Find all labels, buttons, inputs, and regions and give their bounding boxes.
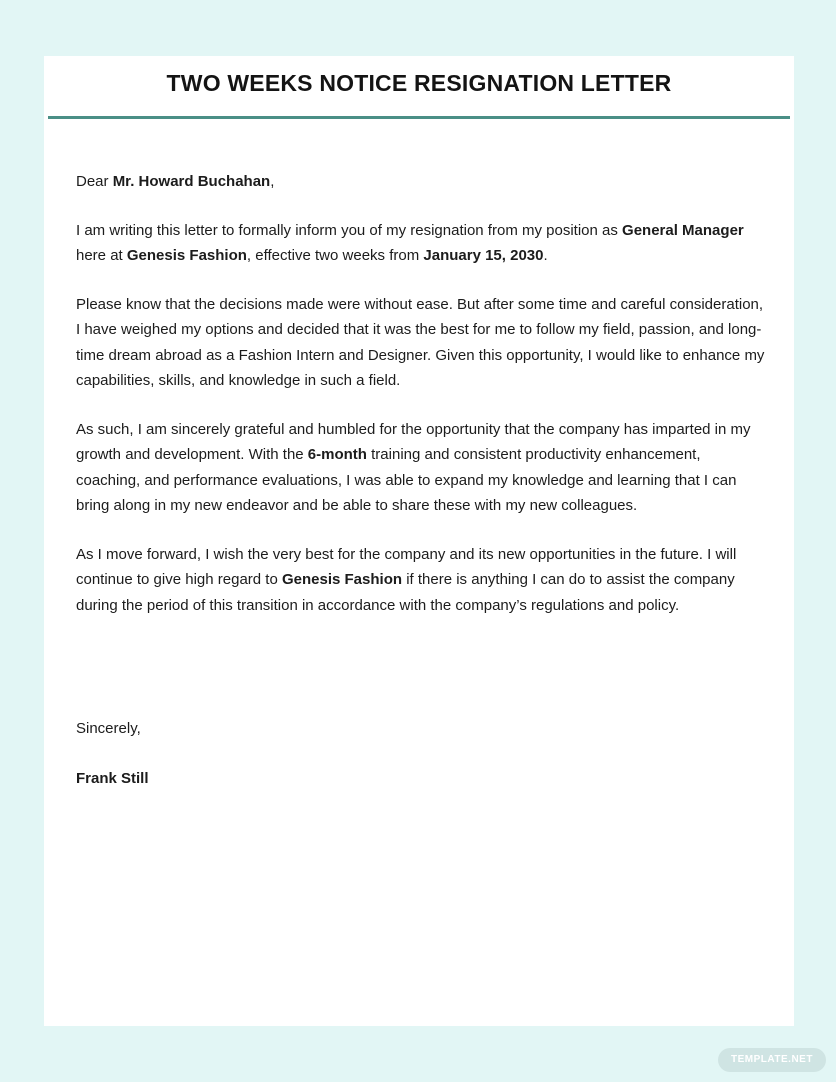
- paragraph-text: , effective two weeks from: [246, 247, 424, 264]
- paragraph-gratitude: [76, 417, 766, 519]
- company-name: Genesis Fashion: [281, 571, 403, 588]
- salutation: [76, 169, 766, 195]
- salutation-suffix: ,: [270, 173, 275, 190]
- watermark-badge: TEMPLATE.NET: [718, 1048, 826, 1072]
- training-duration: 6-month: [307, 446, 367, 463]
- letter-title: TWO WEEKS NOTICE RESIGNATION LETTER: [166, 70, 672, 96]
- paragraph-text: I am writing this letter to formally inform you of my resignation from my position as: [76, 221, 623, 239]
- title-divider: [48, 116, 790, 119]
- paragraph-text: .: [543, 247, 548, 264]
- salutation-prefix: Dear: [76, 173, 113, 190]
- company-name: Genesis Fashion: [126, 247, 247, 264]
- recipient-name: Mr. Howard Buchahan: [112, 173, 271, 190]
- paragraph-text: As I move forward, I wish the very best for the company and its new opportunities in the future. I will continue to give high regard to: [76, 545, 737, 588]
- paragraph-farewell: [76, 542, 766, 619]
- position-name: General Manager: [622, 221, 744, 239]
- closing: Sincerely,: [76, 720, 141, 737]
- paragraph-text: here at: [76, 247, 127, 264]
- effective-date: January 15, 2030: [423, 247, 544, 264]
- paragraph-text: training and consistent productivity enhancement, coaching, and performance evaluations, I was able to expand my knowledge and learning that I can bring along in my new endeavor and be able to share these with my new colleagues.: [76, 446, 737, 514]
- paragraph-decision: Please know that the decisions made were without ease. But after some time and careful consideration, I have weighed my options and decided that it was the best for me to follow my field, passion, and long-time dream abroad as a Fashion Intern and Designer. Given this opportunity, I would like to enhance my capabilities, skills, and knowledge in such a field.: [76, 295, 765, 389]
- letter-body: [76, 169, 766, 641]
- signature-name: Frank Still: [76, 770, 149, 787]
- paragraph-text: if there is anything I can do to assist the company during the period of this transition in accordance with the company’s regulations and policy.: [76, 571, 735, 614]
- paragraph-text: As such, I am sincerely grateful and humbled for the opportunity that the company has imparted in my growth and development. With the: [76, 420, 751, 463]
- paragraph-resignation: [76, 218, 766, 269]
- letter-page: [44, 56, 794, 1026]
